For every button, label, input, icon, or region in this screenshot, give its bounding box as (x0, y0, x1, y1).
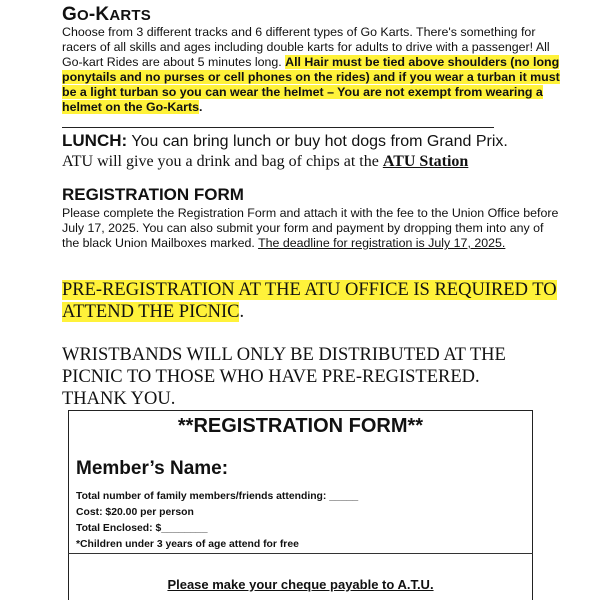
section-divider (62, 127, 494, 128)
registration-paragraph: Please complete the Registration Form and attach it with the fee to the Union Office before July 17, 2025. You can also submit your form and payment by dropping them into any of the black Union Mailboxes marked. The deadline for registration is July 17, 2025. (62, 206, 559, 250)
atu-station-label: ATU Station (382, 153, 469, 170)
lunch-section (62, 131, 562, 172)
registration-deadline: The deadline for registration is July 17, 2025. (258, 236, 506, 250)
member-name-field[interactable]: Member’s Name: (76, 458, 229, 479)
preregistration-notice: PRE-REGISTRATION AT THE ATU OFFICE IS REQUIRED TO ATTEND THE PICNIC. (62, 280, 557, 322)
gokarts-text: Choose from 3 different tracks and 6 different types of Go Karts. There's something for racers of all skills and ages including double karts for adults to drive with a passenger! All Go-kart Rides are about 5 minutes long. (62, 25, 550, 69)
lunch-line1: You can bring lunch or buy hot dogs from Grand Prix. (127, 133, 508, 150)
form-divider (68, 553, 533, 554)
lunch-label: LUNCH: (62, 131, 128, 150)
form-lines (76, 489, 516, 553)
gokarts-paragraph: Choose from 3 different tracks and 6 different types of Go Karts. There's something for racers of all skills and ages including double karts for adults to drive with a passenger! All Go-kart Rides are about 5 minutes long. All Hair must be tied above shoulders (no long ponytails and no purses or cell phones on the rides) and if you wear a turban it must be a light turban so you can wear the helmet – You are not exempt from wearing a helmet on the Go-Karts. (62, 25, 560, 114)
children-note: *Children under 3 years of age attend for free (76, 539, 299, 550)
family-count-field[interactable]: Total number of family members/friends attending: _____ (76, 491, 359, 502)
wristbands-notice: WRISTBANDS WILL ONLY BE DISTRIBUTED AT THE PICNIC TO THOSE WHO HAVE PRE-REGISTERED. THANK YOU. (62, 345, 506, 409)
form-title: **REGISTRATION FORM** (177, 415, 424, 437)
cost-line: Cost: $20.00 per person (76, 507, 194, 518)
gokarts-heading: GO-KARTS (62, 4, 151, 25)
registration-heading: REGISTRATION FORM (62, 185, 244, 204)
cheque-instruction: Please make your cheque payable to A.T.U. (167, 577, 434, 592)
lunch-line2: ATU will give you a drink and bag of chips at the (62, 153, 383, 170)
total-enclosed-field[interactable]: Total Enclosed: $________ (76, 523, 208, 534)
gokarts-rules-highlight: All Hair must be tied above shoulders (no long ponytails and no purses or cell phones on the rides) and if you wear a turban it must be a light turban so you can wear the helmet – You are not exempt from wearing a helmet on the Go-Karts (62, 55, 560, 114)
